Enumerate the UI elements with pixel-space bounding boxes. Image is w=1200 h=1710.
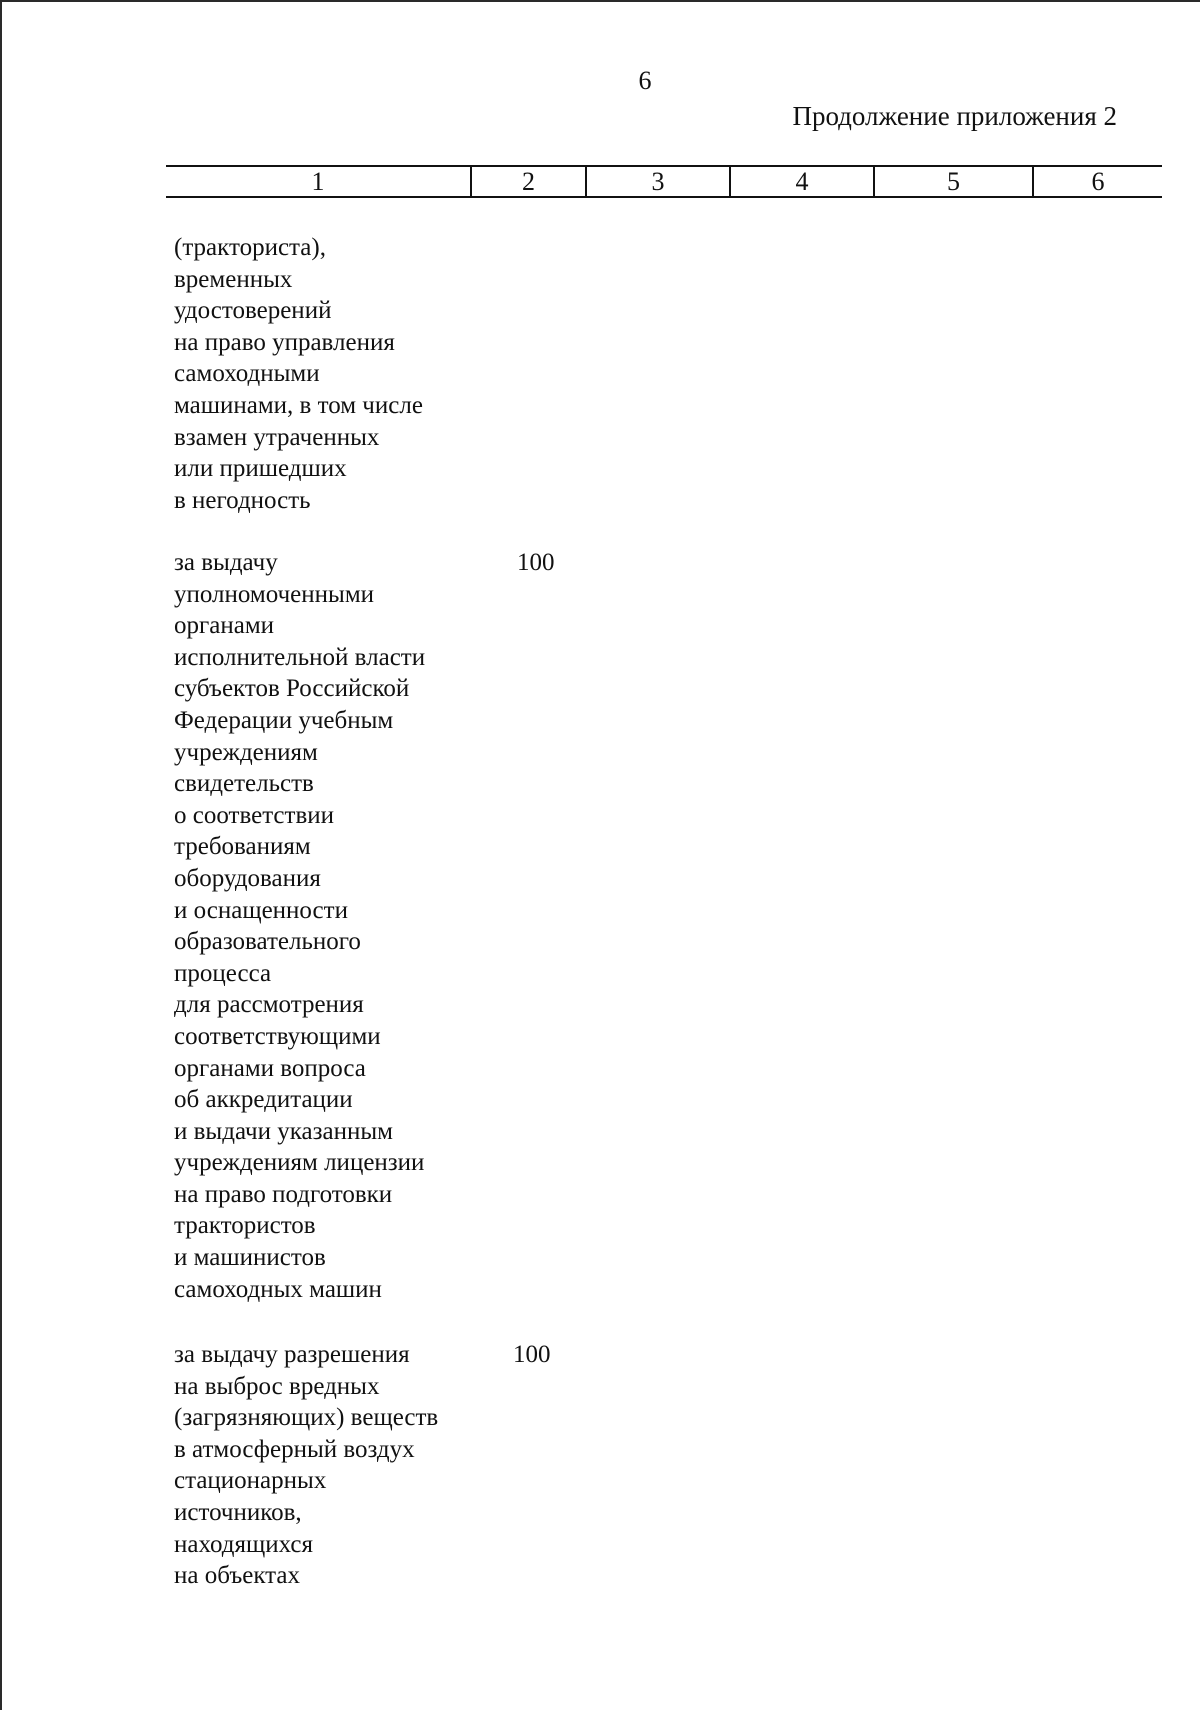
text-line: источников, (174, 1498, 302, 1526)
text-line: на объектах (174, 1562, 300, 1590)
text-line: машинами, в том числе (174, 391, 423, 419)
header-rule-bottom (166, 196, 1162, 198)
text-line: временных (174, 265, 293, 293)
text-line: учреждениям лицензии (174, 1149, 425, 1177)
text-line: требованиям (174, 833, 311, 861)
fee-value: 100 (513, 1341, 551, 1368)
text-line: взамен утраченных (174, 423, 380, 451)
text-line: самоходными (174, 360, 320, 388)
text-line: в атмосферный воздух (174, 1435, 415, 1463)
text-line: самоходных машин (174, 1275, 382, 1303)
text-line: процесса (174, 959, 272, 987)
column-header-6: 6 (1091, 167, 1105, 196)
text-line: об аккредитации (174, 1086, 353, 1114)
text-line: соответствующими (174, 1022, 381, 1050)
text-line: свидетельств (174, 770, 314, 798)
text-line: за выдачу разрешения (174, 1341, 410, 1368)
text-line: субъектов Российской (174, 675, 410, 703)
text-line: органами вопроса (174, 1054, 366, 1082)
text-line: (загрязняющих) веществ (174, 1404, 439, 1432)
text-line: находящихся (174, 1530, 314, 1558)
scan-edge-top (0, 0, 1200, 2)
scan-edge-left (0, 0, 2, 1710)
column-header-3: 3 (651, 167, 665, 196)
text-line: в негодность (174, 486, 311, 514)
text-line: трактористов (174, 1212, 316, 1240)
column-header-2: 2 (522, 167, 535, 196)
text-line: удостоверений (174, 297, 332, 325)
page-number: 6 (638, 66, 652, 95)
text-line: образовательного (174, 928, 361, 956)
text-line: на право подготовки (174, 1180, 393, 1208)
fee-value: 100 (517, 549, 555, 576)
column-header-5: 5 (947, 167, 960, 196)
text-line: уполномоченными (174, 580, 375, 608)
text-line: о соответствии (174, 801, 335, 829)
text-line: и машинистов (174, 1244, 326, 1272)
column-header-1: 1 (311, 167, 325, 196)
text-line: органами (174, 612, 275, 640)
column-header-4: 4 (795, 167, 809, 196)
text-line: учреждениям (174, 738, 318, 766)
text-line: на выброс вредных (174, 1372, 380, 1400)
text-line: стационарных (174, 1467, 327, 1495)
text-line: (тракториста), (174, 234, 326, 261)
text-line: за выдачу (174, 549, 278, 576)
text-line: и выдачи указанным (174, 1117, 393, 1145)
entry-description (174, 547, 425, 1305)
text-line: и оснащенности (174, 896, 348, 924)
entry-description (174, 232, 423, 516)
text-line: Федерации учебным (174, 706, 394, 734)
text-line: исполнительной власти (174, 643, 426, 671)
text-line: на право управления (174, 328, 395, 356)
text-line: оборудования (174, 864, 321, 892)
text-line: или пришедших (174, 455, 347, 483)
appendix-continuation-note: Продолжение приложения 2 (792, 101, 1117, 131)
entry-description (174, 1339, 438, 1592)
text-line: для рассмотрения (174, 991, 364, 1019)
